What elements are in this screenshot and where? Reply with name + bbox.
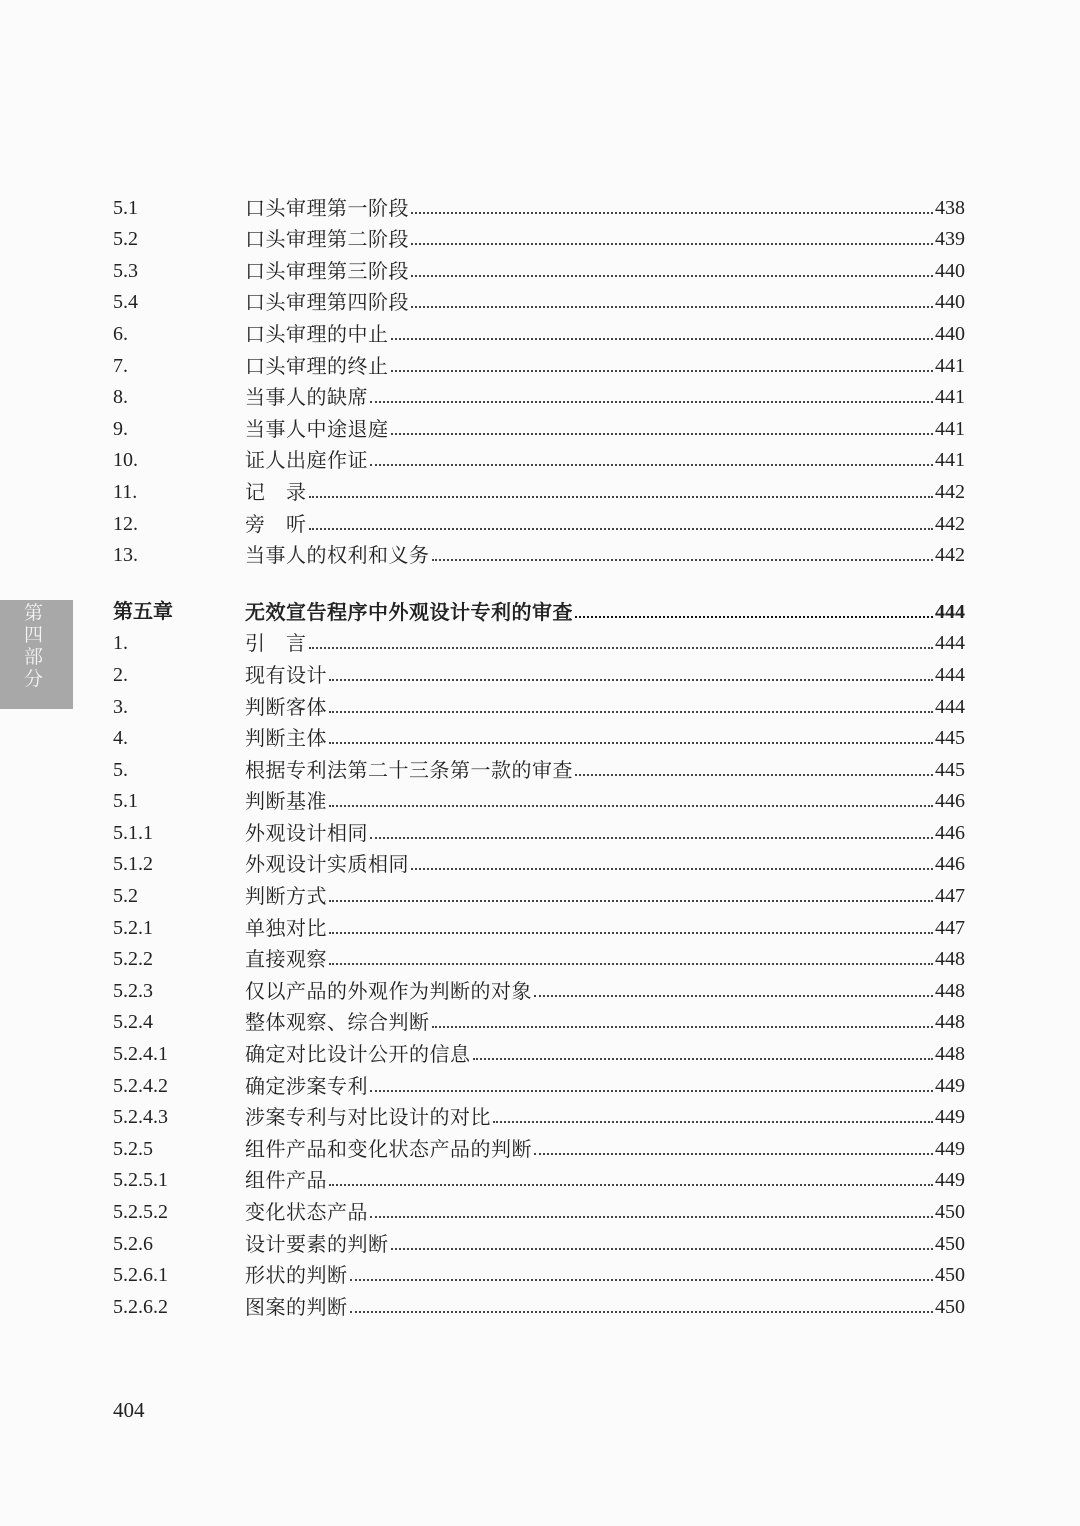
- toc-entry-page: 444: [935, 632, 965, 655]
- toc-entry-number: 9.: [113, 417, 128, 440]
- dot-leader: [473, 1058, 934, 1060]
- toc-entry-row[interactable]: [113, 1064, 965, 1096]
- side-tab-char: 第: [24, 602, 44, 624]
- dot-leader: [370, 1216, 933, 1218]
- toc-entry-title: 口头审理第四阶段: [245, 290, 409, 315]
- toc-entry-page: 444: [935, 695, 965, 718]
- table-of-contents: [113, 186, 965, 1317]
- chapter-title: 无效宣告程序中外观设计专利的审查: [245, 599, 573, 624]
- toc-entry-number: 5.4: [113, 291, 138, 314]
- dot-leader: [432, 1026, 934, 1028]
- toc-entry-number: 5.2.4.3: [113, 1106, 168, 1129]
- toc-entry-number: 2.: [113, 663, 128, 686]
- toc-entry-title: 设计要素的判断: [245, 1231, 389, 1256]
- dot-leader: [329, 679, 933, 681]
- dot-leader: [350, 1279, 934, 1281]
- dot-leader: [534, 995, 933, 997]
- part-side-tab: [0, 600, 73, 709]
- toc-entry-page: 449: [935, 1169, 965, 1192]
- toc-entry-row[interactable]: [113, 843, 965, 875]
- toc-entry-row[interactable]: [113, 439, 965, 471]
- toc-entry-title: 当事人的缺席: [245, 385, 368, 410]
- toc-entry-row[interactable]: [113, 1096, 965, 1128]
- dot-leader: [534, 1153, 933, 1155]
- toc-entry-page: 441: [935, 386, 965, 409]
- toc-entry-page: 440: [935, 322, 965, 345]
- toc-entry-number: 5.1: [113, 196, 138, 219]
- toc-entry-page: 447: [935, 885, 965, 908]
- toc-entry-row[interactable]: [113, 1127, 965, 1159]
- toc-entry-page: 439: [935, 228, 965, 251]
- dot-leader: [411, 306, 933, 308]
- toc-entry-row[interactable]: [113, 717, 965, 749]
- toc-entry-title: 根据专利法第二十三条第一款的审查: [245, 757, 573, 782]
- toc-entry-page: 450: [935, 1201, 965, 1223]
- toc-entry-row[interactable]: [113, 685, 965, 717]
- toc-entry-row[interactable]: [113, 653, 965, 685]
- toc-entry-page: 448: [935, 979, 965, 1002]
- dot-leader: [329, 963, 933, 965]
- toc-entry-row[interactable]: [113, 1159, 965, 1191]
- toc-entry-title: 组件产品: [245, 1168, 327, 1193]
- toc-entry-row[interactable]: [113, 502, 965, 534]
- toc-entry-title: 涉案专利与对比设计的对比: [245, 1105, 491, 1130]
- toc-entry-number: 5.2.1: [113, 916, 153, 939]
- toc-entry-title: 判断基准: [245, 789, 327, 814]
- toc-entry-number: 5.2.4.2: [113, 1074, 168, 1097]
- chapter-page: 444: [935, 600, 965, 623]
- toc-entry-number: 5.3: [113, 259, 138, 282]
- toc-entry-title: 证人出庭作证: [245, 448, 368, 473]
- toc-entry-title: 单独对比: [245, 915, 327, 940]
- dot-leader: [329, 711, 933, 713]
- toc-section-top: [113, 186, 965, 568]
- dot-leader: [493, 1121, 933, 1123]
- toc-entry-title: 旁 听: [245, 511, 307, 536]
- toc-entry-row[interactable]: [113, 218, 965, 250]
- toc-entry-title: 判断主体: [245, 726, 327, 751]
- dot-leader: [411, 868, 933, 870]
- toc-entry-row[interactable]: [113, 281, 965, 313]
- toc-entry-page: 449: [935, 1074, 965, 1097]
- toc-entry-row[interactable]: [113, 407, 965, 439]
- toc-entry-page: 444: [935, 663, 965, 686]
- toc-entry-row[interactable]: [113, 186, 965, 218]
- toc-entry-number: 5.2.5: [113, 1137, 153, 1160]
- toc-entry-title: 口头审理第一阶段: [245, 195, 409, 220]
- dot-leader: [391, 370, 934, 372]
- toc-entry-page: 441: [935, 354, 965, 377]
- toc-entry-page: 445: [935, 758, 965, 781]
- toc-entry-number: 5.1.2: [113, 853, 153, 876]
- dot-leader: [370, 401, 933, 403]
- dot-leader: [391, 1248, 934, 1250]
- toc-entry-row[interactable]: [113, 969, 965, 1001]
- toc-entry-number: 5.2.4.1: [113, 1043, 168, 1066]
- toc-entry-page: 449: [935, 1137, 965, 1160]
- dot-leader: [329, 742, 933, 744]
- dot-leader: [370, 837, 933, 839]
- toc-entry-page: 442: [935, 512, 965, 535]
- toc-entry-page: 438: [935, 196, 965, 219]
- toc-entry-title: 记 录: [245, 479, 307, 504]
- toc-entry-title: 直接观察: [245, 947, 327, 972]
- toc-entry-title: 仅以产品的外观作为判断的对象: [245, 978, 532, 1003]
- dot-leader: [329, 1184, 933, 1186]
- toc-entry-title: 确定对比设计公开的信息: [245, 1042, 471, 1067]
- toc-entry-title: 组件产品和变化状态产品的判断: [245, 1136, 532, 1161]
- toc-entry-number: 5.2.6.2: [113, 1295, 168, 1318]
- page-number: 404: [113, 1398, 145, 1422]
- dot-leader: [329, 932, 933, 934]
- toc-entry-page: 446: [935, 853, 965, 876]
- toc-entry-page: 449: [935, 1106, 965, 1129]
- toc-entry-number: 5.1: [113, 790, 138, 813]
- toc-entry-title: 形状的判断: [245, 1263, 348, 1288]
- toc-entry-title: 现有设计: [245, 662, 327, 687]
- dot-leader: [575, 616, 933, 618]
- side-tab-char: 分: [24, 668, 44, 690]
- dot-leader: [309, 528, 934, 530]
- toc-entry-number: 6.: [113, 322, 128, 345]
- toc-entry-title: 当事人中途退庭: [245, 416, 389, 441]
- toc-entry-page: 440: [935, 291, 965, 314]
- toc-entry-page: 441: [935, 449, 965, 472]
- toc-entry-title: 变化状态产品: [245, 1200, 368, 1224]
- toc-entry-title: 外观设计相同: [245, 820, 368, 845]
- toc-entry-number: 5.2: [113, 885, 138, 908]
- toc-entry-row[interactable]: [113, 1254, 965, 1286]
- toc-entry-number: 5.2.5.2: [113, 1201, 168, 1223]
- dot-leader: [391, 338, 934, 340]
- dot-leader: [391, 433, 934, 435]
- dot-leader: [329, 900, 933, 902]
- toc-entry-row[interactable]: [113, 1285, 965, 1317]
- dot-leader: [575, 774, 933, 776]
- toc-entry-row[interactable]: [113, 748, 965, 780]
- toc-entry-title: 外观设计实质相同: [245, 852, 409, 877]
- toc-entry-number: 11.: [113, 480, 138, 503]
- toc-entry-number: 10.: [113, 449, 138, 472]
- toc-entry-title: 整体观察、综合判断: [245, 1010, 430, 1035]
- toc-entry-row[interactable]: [113, 376, 965, 408]
- toc-section-bottom: [113, 622, 965, 1317]
- toc-entry-title: 口头审理的终止: [245, 353, 389, 378]
- toc-entry-row[interactable]: [113, 1032, 965, 1067]
- toc-entry-title: 当事人的权利和义务: [245, 543, 430, 568]
- toc-entry-number: 5.2: [113, 228, 138, 251]
- toc-entry-title: 判断客体: [245, 694, 327, 719]
- dot-leader: [350, 1311, 934, 1313]
- dot-leader: [370, 1090, 933, 1092]
- toc-entry-page: 446: [935, 790, 965, 813]
- toc-entry-number: 5.2.2: [113, 948, 153, 971]
- section-gap: [113, 565, 965, 590]
- toc-entry-title: 确定涉案专利: [245, 1073, 368, 1098]
- toc-entry-row[interactable]: [113, 470, 965, 502]
- toc-entry-row[interactable]: [113, 344, 965, 376]
- toc-entry-row[interactable]: [113, 906, 965, 938]
- toc-entry-page: 446: [935, 821, 965, 844]
- dot-leader: [411, 243, 933, 245]
- toc-entry-title: 引 言: [245, 631, 307, 656]
- toc-entry-page: 445: [935, 727, 965, 750]
- toc-entry-row[interactable]: [113, 1001, 965, 1033]
- toc-entry-page: 450: [935, 1232, 965, 1255]
- toc-entry-number: 5.2.6.1: [113, 1264, 168, 1287]
- toc-entry-number: 5.2.6: [113, 1232, 153, 1255]
- toc-entry-row[interactable]: [113, 938, 965, 970]
- side-tab-char: 部: [24, 646, 44, 668]
- toc-entry-row[interactable]: [113, 622, 965, 654]
- dot-leader: [370, 464, 933, 466]
- toc-entry-number: 4.: [113, 727, 128, 750]
- toc-entry-row[interactable]: [113, 312, 965, 344]
- toc-entry-number: 12.: [113, 512, 138, 535]
- toc-entry-row[interactable]: [113, 780, 965, 812]
- toc-entry-row[interactable]: [113, 874, 965, 909]
- side-tab-char: 四: [24, 624, 44, 646]
- dot-leader: [411, 275, 933, 277]
- dot-leader: [411, 212, 933, 214]
- toc-entry-page: 448: [935, 948, 965, 971]
- toc-entry-page: 448: [935, 1043, 965, 1066]
- toc-entry-page: 440: [935, 259, 965, 282]
- chapter-heading-row[interactable]: [113, 590, 965, 622]
- toc-entry-row[interactable]: [113, 1190, 965, 1222]
- toc-entry-row[interactable]: [113, 534, 965, 566]
- dot-leader: [309, 496, 934, 498]
- toc-entry-number: 3.: [113, 695, 128, 718]
- toc-entry-title: 图案的判断: [245, 1294, 348, 1319]
- toc-entry-number: 5.1.1: [113, 821, 153, 844]
- toc-entry-number: 5.: [113, 758, 128, 781]
- toc-entry-title: 口头审理第三阶段: [245, 258, 409, 283]
- dot-leader: [309, 647, 934, 649]
- toc-entry-title: 口头审理的中止: [245, 321, 389, 346]
- toc-entry-title: 判断方式: [245, 884, 327, 909]
- toc-entry-number: 13.: [113, 544, 138, 567]
- toc-entry-number: 7.: [113, 354, 128, 377]
- toc-entry-page: 442: [935, 544, 965, 567]
- toc-entry-page: 441: [935, 417, 965, 440]
- toc-entry-number: 1.: [113, 632, 128, 655]
- toc-entry-number: 5.2.5.1: [113, 1169, 168, 1192]
- toc-entry-row[interactable]: [113, 249, 965, 281]
- toc-entry-title: 口头审理第二阶段: [245, 227, 409, 252]
- toc-entry-page: 447: [935, 916, 965, 939]
- toc-entry-page: 450: [935, 1295, 965, 1318]
- dot-leader: [432, 559, 934, 561]
- toc-entry-page: 450: [935, 1264, 965, 1287]
- toc-entry-number: 8.: [113, 386, 128, 409]
- toc-entry-number: 5.2.4: [113, 1011, 153, 1034]
- toc-entry-page: 442: [935, 480, 965, 503]
- dot-leader: [329, 805, 933, 807]
- chapter-number: 第五章: [113, 600, 173, 623]
- toc-entry-number: 5.2.3: [113, 979, 153, 1002]
- toc-entry-row[interactable]: [113, 1222, 965, 1254]
- toc-entry-page: 448: [935, 1011, 965, 1034]
- toc-entry-row[interactable]: [113, 811, 965, 843]
